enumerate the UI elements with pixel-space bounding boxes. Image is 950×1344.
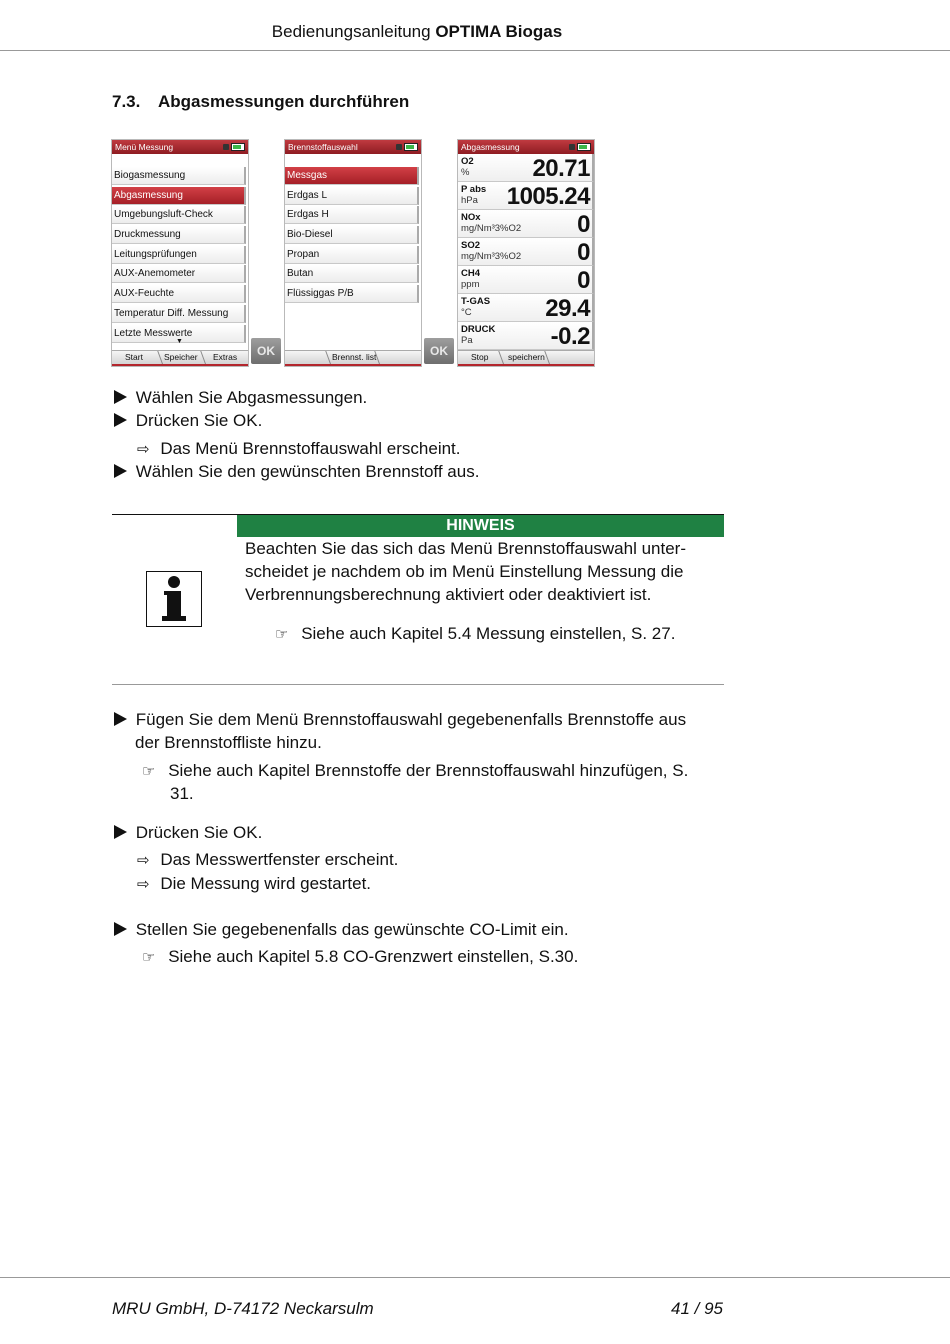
step-select-abgasmessung bbox=[114, 387, 367, 409]
scroll-down-icon: ▼ bbox=[176, 338, 183, 345]
step-co-limit bbox=[114, 919, 569, 941]
result-text: Das Menü Brennstoffauswahl erscheint. bbox=[160, 439, 461, 458]
measure-name: P abs bbox=[461, 184, 487, 195]
hint-line: Verbrennungsberechnung aktiviert oder deaktiviert ist. bbox=[245, 585, 652, 604]
page-number: 41 / 95 bbox=[671, 1299, 723, 1318]
menu-list bbox=[112, 167, 246, 344]
step-text: Stellen Sie gegebenenfalls das gewünschte CO-Limit ein. bbox=[135, 920, 569, 939]
screen-title: Brennstoffauswahl bbox=[288, 142, 358, 152]
fuel-item-fluessiggas[interactable]: Flüssiggas P/B bbox=[285, 285, 419, 303]
step-select-fuel bbox=[114, 461, 479, 483]
step-text: Fügen Sie dem Menü Brennstoffauswahl gegebenenfalls Brennstoffe aus bbox=[135, 710, 687, 729]
battery-icon bbox=[569, 143, 591, 151]
result-menu-appears bbox=[137, 438, 461, 461]
menu-item-leitungspruefungen[interactable]: Leitungsprüfungen bbox=[112, 246, 246, 264]
pointing-hand-icon: ☞ bbox=[275, 626, 289, 643]
measure-row-druck bbox=[458, 322, 594, 350]
result-text: Die Messung wird gestartet. bbox=[160, 874, 372, 893]
hint-line: scheidet je nachdem ob im Menü Einstellung Messung die bbox=[245, 562, 684, 581]
info-icon bbox=[146, 571, 202, 627]
reference-co-limit[interactable] bbox=[142, 946, 578, 969]
measure-name: CH4 bbox=[461, 268, 481, 279]
fuel-item-bio-diesel[interactable]: Bio-Diesel bbox=[285, 226, 419, 244]
measure-unit: mg/Nm³3%O2 bbox=[461, 251, 522, 262]
header-rule bbox=[0, 50, 950, 51]
measure-value: 0 bbox=[577, 267, 590, 294]
measure-value: -0.2 bbox=[550, 323, 590, 350]
fuel-item-erdgas-h[interactable]: Erdgas H bbox=[285, 206, 419, 224]
menu-item-biogasmessung[interactable]: Biogasmessung bbox=[112, 167, 246, 185]
measure-name: T-GAS bbox=[461, 296, 491, 307]
measure-row-p-abs bbox=[458, 182, 594, 210]
hollow-arrow-icon: ⇨ bbox=[137, 876, 150, 893]
header-product: OPTIMA Biogas bbox=[435, 22, 563, 41]
step-press-ok-2 bbox=[114, 822, 262, 844]
measure-unit: ppm bbox=[461, 279, 480, 290]
triangle-right-icon bbox=[114, 390, 127, 404]
reference-text: Siehe auch Kapitel Brennstoffe der Brennstoffauswahl hinzufügen, S. bbox=[168, 761, 689, 780]
triangle-right-icon bbox=[114, 712, 127, 726]
footer-rule bbox=[0, 1277, 950, 1278]
screen-abgasmessung bbox=[458, 140, 594, 366]
measure-value: 0 bbox=[577, 211, 590, 238]
hint-line: Beachten Sie das sich das Menü Brennstoffauswahl unter- bbox=[245, 539, 687, 558]
measure-row-t-gas bbox=[458, 294, 594, 322]
measure-value: 0 bbox=[577, 239, 590, 266]
softkey-stop[interactable]: Stop bbox=[471, 352, 489, 362]
reference-add-fuel-cont: 31. bbox=[170, 784, 194, 803]
step-text: Drücken Sie OK. bbox=[135, 823, 263, 842]
step-press-ok bbox=[114, 410, 262, 432]
softkey-speicher[interactable]: Speicher bbox=[164, 352, 198, 362]
step-text: Wählen Sie den gewünschten Brennstoff aus. bbox=[135, 462, 480, 481]
measure-unit: % bbox=[461, 167, 470, 178]
screen-title: Abgasmessung bbox=[461, 142, 520, 152]
softkey-extras[interactable]: Extras bbox=[213, 352, 238, 362]
hollow-arrow-icon: ⇨ bbox=[137, 852, 150, 869]
softkey-start[interactable]: Start bbox=[125, 352, 143, 362]
menu-item-abgasmessung[interactable]: Abgasmessung bbox=[112, 187, 246, 205]
hint-heading: HINWEIS bbox=[237, 515, 724, 537]
step-text: Drücken Sie OK. bbox=[135, 411, 263, 430]
triangle-right-icon bbox=[114, 413, 127, 427]
measure-value: 20.71 bbox=[532, 155, 590, 182]
screen-title-bar bbox=[285, 140, 421, 154]
softkey-brennst-list[interactable]: Brennst. list bbox=[332, 352, 377, 362]
measure-value: 29.4 bbox=[545, 295, 590, 322]
reference-text: Siehe auch Kapitel 5.4 Messung einstellen, S. 27. bbox=[301, 624, 676, 643]
screen-title: Menü Messung bbox=[115, 142, 174, 152]
section-number: 7.3. bbox=[112, 92, 141, 111]
hollow-arrow-icon: ⇨ bbox=[137, 441, 150, 458]
ok-button[interactable]: OK bbox=[251, 338, 281, 364]
menu-item-aux-feuchte[interactable]: AUX-Feuchte bbox=[112, 285, 246, 303]
screen-brennstoffauswahl bbox=[285, 140, 421, 366]
triangle-right-icon bbox=[114, 825, 127, 839]
battery-icon bbox=[223, 143, 245, 151]
measure-unit: hPa bbox=[461, 195, 478, 206]
fuel-item-messgas[interactable]: Messgas bbox=[285, 167, 419, 185]
fuel-item-butan[interactable]: Butan bbox=[285, 265, 419, 283]
section-heading bbox=[112, 92, 409, 112]
result-measurement-started bbox=[137, 873, 371, 896]
menu-item-umgebungsluft-check[interactable]: Umgebungsluft-Check bbox=[112, 206, 246, 224]
pointing-hand-icon: ☞ bbox=[142, 949, 156, 966]
measure-name: NOx bbox=[461, 212, 481, 223]
measure-row-o2 bbox=[458, 154, 594, 182]
reference-add-fuel[interactable] bbox=[142, 760, 688, 783]
measure-unit: Pa bbox=[461, 335, 473, 346]
menu-item-temperatur-diff[interactable]: Temperatur Diff. Messung bbox=[112, 305, 246, 323]
reference-text: Siehe auch Kapitel 5.8 CO-Grenzwert einstellen, S.30. bbox=[168, 947, 579, 966]
measure-unit: °C bbox=[461, 307, 472, 318]
screen-title-bar bbox=[458, 140, 594, 154]
screen-menu-messung bbox=[112, 140, 248, 366]
screen-title-bar bbox=[112, 140, 248, 154]
result-window-appears bbox=[137, 849, 398, 872]
menu-item-aux-anemometer[interactable]: AUX-Anemometer bbox=[112, 265, 246, 283]
step-add-fuel bbox=[114, 709, 686, 731]
section-title: Abgasmessungen durchführen bbox=[158, 92, 410, 111]
hint-bottom-rule bbox=[112, 684, 724, 685]
header-prefix: Bedienungsanleitung bbox=[271, 22, 431, 41]
measure-name: O2 bbox=[461, 156, 474, 167]
triangle-right-icon bbox=[114, 922, 127, 936]
page-header bbox=[0, 22, 834, 42]
step-text: Wählen Sie Abgasmessungen. bbox=[135, 388, 368, 407]
fuel-list bbox=[285, 167, 419, 305]
footer-company: MRU GmbH, D-74172 Neckarsulm bbox=[112, 1299, 374, 1318]
measure-row-nox bbox=[458, 210, 594, 238]
measure-name: SO2 bbox=[461, 240, 481, 251]
softkey-speichern[interactable]: speichern bbox=[508, 352, 545, 362]
step-add-fuel-cont: der Brennstoffliste hinzu. bbox=[135, 733, 322, 752]
measure-name: DRUCK bbox=[461, 324, 496, 335]
measure-unit: mg/Nm³3%O2 bbox=[461, 223, 522, 234]
ok-button[interactable]: OK bbox=[424, 338, 454, 364]
measure-row-so2 bbox=[458, 238, 594, 266]
battery-icon bbox=[396, 143, 418, 151]
hint-reference[interactable] bbox=[275, 623, 675, 646]
fuel-item-erdgas-l[interactable]: Erdgas L bbox=[285, 187, 419, 205]
measure-value: 1005.24 bbox=[506, 183, 590, 210]
menu-item-druckmessung[interactable]: Druckmessung bbox=[112, 226, 246, 244]
menu-item-letzte-messwerte[interactable]: Letzte Messwerte bbox=[112, 325, 246, 343]
result-text: Das Messwertfenster erscheint. bbox=[160, 850, 399, 869]
pointing-hand-icon: ☞ bbox=[142, 763, 156, 780]
fuel-item-propan[interactable]: Propan bbox=[285, 246, 419, 264]
triangle-right-icon bbox=[114, 464, 127, 478]
measure-row-ch4 bbox=[458, 266, 594, 294]
